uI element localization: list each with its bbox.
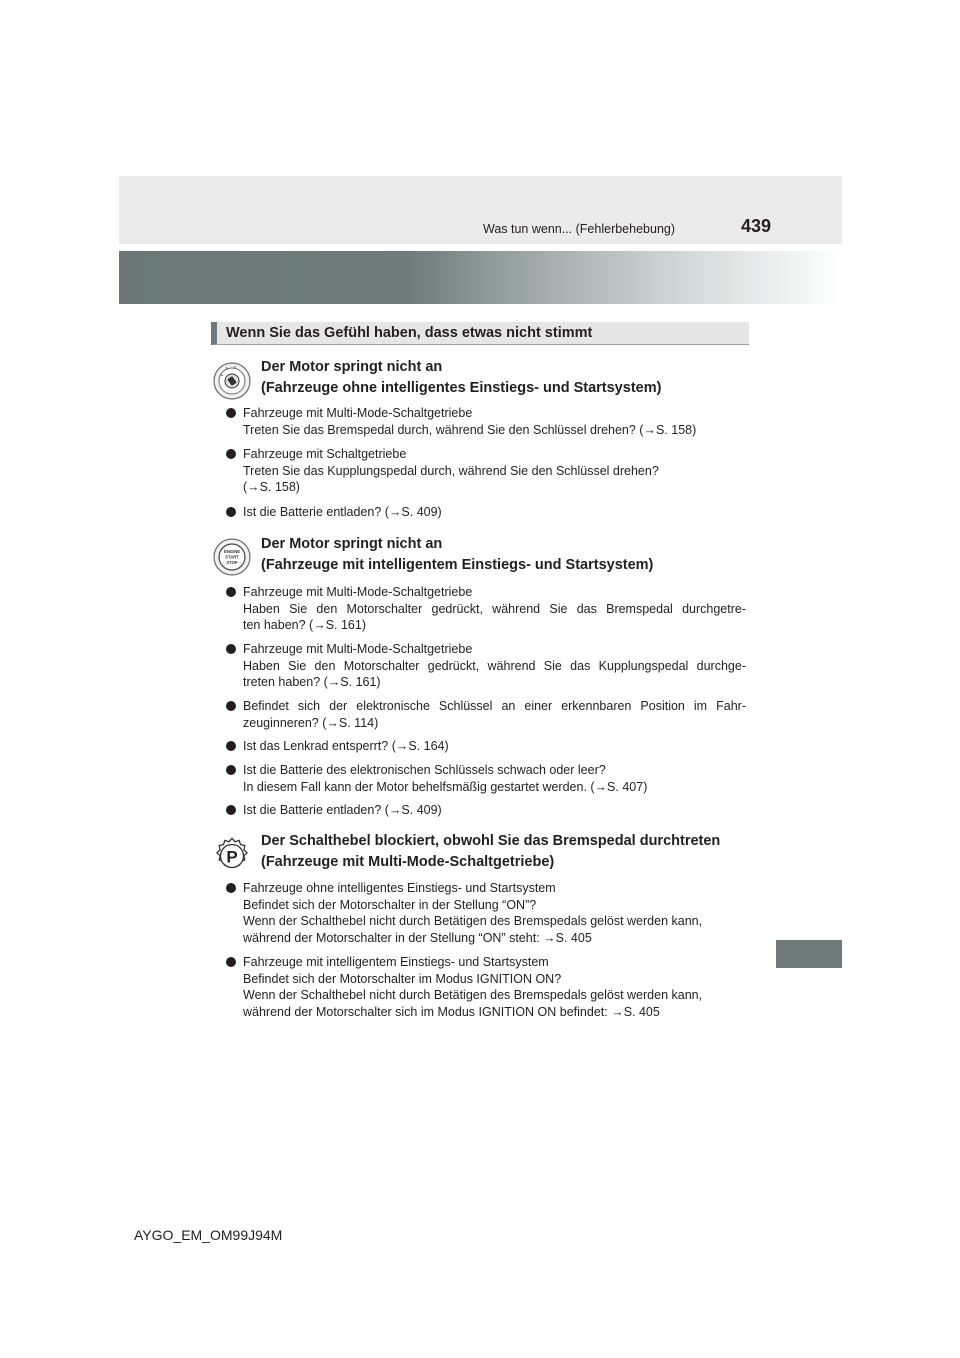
bullet-icon (226, 587, 236, 597)
subheading-line-1: Der Motor springt nicht an (261, 536, 443, 552)
document-code: AYGO_EM_OM99J94M (134, 1227, 283, 1243)
item-line: Wenn der Schalthebel nicht durch Betätigen des Bremspedals gelöst werden kann, (243, 914, 703, 928)
bullet-icon (226, 701, 236, 711)
bullet-icon (226, 883, 236, 893)
ignition-key-icon (213, 362, 251, 400)
item-line: Fahrzeuge mit Schaltgetriebe (243, 447, 407, 461)
page-header (119, 176, 842, 244)
section-heading-bar (211, 322, 749, 345)
chapter-title: Was tun wenn... (Fehlerbehebung) (483, 222, 676, 236)
subheading-line-1: Der Motor springt nicht an (261, 359, 443, 375)
icon-text: P (226, 847, 238, 867)
item-line: Befindet sich der Motorschalter im Modus IGNITION ON? (243, 971, 562, 986)
item-line: In diesem Fall kann der Motor behelfsmäßig gestartet werden. (→S. 407) (243, 779, 648, 794)
bullet-icon (226, 765, 236, 775)
item-line: treten haben? (→S. 161) (243, 675, 381, 689)
subheading-shift-lever-locked (261, 831, 720, 873)
bullet-icon (226, 741, 236, 751)
item-line: Fahrzeuge mit intelligentem Einstiegs- und Startsystem (243, 955, 549, 969)
chapter-side-tab (776, 940, 842, 968)
chapter-banner (119, 251, 842, 304)
subheading-line-2: (Fahrzeuge mit intelligentem Einstiegs- und Startsystem) (261, 557, 654, 573)
item-line: während der Motorschalter sich im Modus IGNITION ON befindet: →S. 405 (243, 1004, 660, 1019)
item-line: Ist die Batterie entladen? (→S. 409) (243, 505, 442, 519)
engine-start-stop-button-icon (213, 538, 251, 576)
item-line: während der Motorschalter in der Stellung “ON” steht: →S. 405 (243, 930, 592, 945)
page-number: 439 (741, 216, 772, 236)
subheading-engine-no-start-key (261, 357, 661, 399)
item-line: Ist die Batterie des elektronischen Schlüssels schwach oder leer? (243, 763, 606, 777)
item-line: Befindet sich der Motorschalter in der Stellung “ON”? (243, 897, 537, 912)
bullet-icon (226, 957, 236, 967)
item-line: Ist das Lenkrad entsperrt? (→S. 164) (243, 739, 449, 753)
item-line: Fahrzeuge mit Multi-Mode-Schaltgetriebe (243, 585, 473, 599)
item-line: Haben Sie den Motorschalter gedrückt, während Sie das Kupplungspedal durchge- (243, 658, 746, 673)
item-line: Fahrzeuge mit Multi-Mode-Schaltgetriebe (243, 642, 473, 656)
icon-text: ENGINE (223, 549, 241, 554)
icon-text: STOP (226, 560, 238, 565)
subheading-line-1: Der Schalthebel blockiert, obwohl Sie das Bremspedal durchtreten (261, 833, 721, 849)
bullet-icon (226, 408, 236, 418)
subheading-line-2: (Fahrzeuge mit Multi-Mode-Schaltgetriebe) (261, 854, 555, 870)
icon-text: START (225, 554, 239, 560)
park-gear-icon (213, 837, 251, 875)
bullet-icon (226, 507, 236, 517)
item-line: Haben Sie den Motorschalter gedrückt, während Sie das Bremspedal durchgetre- (243, 601, 746, 616)
subheading-line-2: (Fahrzeuge ohne intelligentes Einstiegs- und Startsystem) (261, 380, 662, 396)
bullet-icon (226, 449, 236, 459)
item-line: Befindet sich der elektronische Schlüssel an einer erkennbaren Position im Fahr- (243, 699, 746, 713)
item-line: Treten Sie das Bremspedal durch, während Sie den Schlüssel drehen? (→S. 158) (243, 422, 697, 437)
item-line: Fahrzeuge mit Multi-Mode-Schaltgetriebe (243, 406, 473, 420)
bullet-icon (226, 805, 236, 815)
item-line: ten haben? (→S. 161) (243, 618, 366, 632)
item-line: Ist die Batterie entladen? (→S. 409) (243, 803, 442, 817)
section-title: Wenn Sie das Gefühl haben, dass etwas nicht stimmt (226, 325, 593, 341)
item-line: zeuginneren? (→S. 114) (243, 715, 379, 730)
subheading-engine-no-start-smart (261, 534, 653, 576)
bullet-icon (226, 644, 236, 654)
item-line: Treten Sie das Kupplungspedal durch, während Sie den Schlüssel drehen? (243, 463, 659, 478)
item-line: Fahrzeuge ohne intelligentes Einstiegs- und Startsystem (243, 881, 556, 895)
item-line: (→S. 158) (243, 480, 300, 494)
item-line: Wenn der Schalthebel nicht durch Betätigen des Bremspedals gelöst werden kann, (243, 988, 703, 1002)
